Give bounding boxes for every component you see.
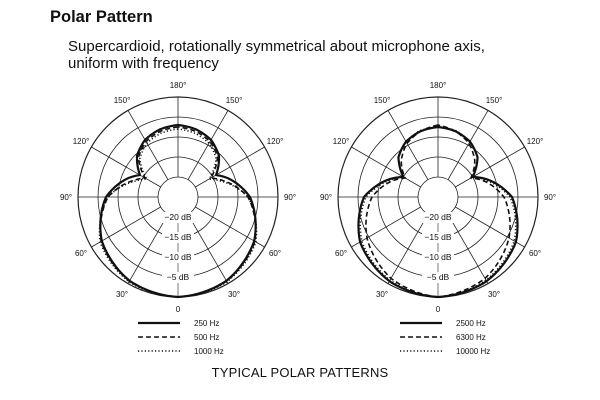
grid-ring — [418, 177, 458, 217]
angle-label: 90° — [283, 193, 297, 202]
angle-label: 60° — [528, 249, 542, 258]
ring-label: −20 dB — [424, 212, 452, 222]
angle-label: 150° — [485, 96, 503, 106]
grid-ring — [158, 177, 198, 217]
angle-label: 30° — [227, 289, 241, 299]
ring-label: −10 dB — [164, 252, 192, 262]
grid-spoke — [128, 110, 168, 179]
grid-spoke — [448, 110, 488, 179]
angle-label: 60° — [268, 249, 282, 258]
ring-label: −5 dB — [426, 272, 450, 282]
ring-label: −15 dB — [164, 232, 192, 242]
legend-label: 1000 Hz — [194, 347, 224, 356]
figure-caption: TYPICAL POLAR PATTERNS — [211, 365, 389, 380]
angle-label: 180° — [429, 81, 447, 90]
description-line-2: uniform with frequency — [68, 55, 219, 72]
page-title: Polar Pattern — [50, 8, 153, 26]
angle-label: 120° — [266, 137, 284, 146]
angle-label: 120° — [526, 137, 544, 146]
angle-label: 120° — [332, 137, 350, 146]
legend-label: 500 Hz — [194, 333, 220, 342]
legend-label: 10000 Hz — [456, 347, 491, 356]
ring-label: −20 dB — [164, 212, 192, 222]
angle-label: 90° — [59, 193, 73, 202]
grid-spoke — [91, 147, 160, 187]
angle-label: 0 — [175, 305, 181, 314]
angle-label: 90° — [543, 193, 557, 202]
angle-label: 120° — [72, 137, 90, 146]
angle-label: 150° — [113, 96, 131, 106]
legend-label: 6300 Hz — [456, 333, 486, 342]
grid-spoke — [188, 110, 228, 179]
grid-spoke — [195, 147, 264, 187]
ring-label: −15 dB — [424, 232, 452, 242]
grid-spoke — [388, 110, 428, 179]
polar-chart-2 — [320, 81, 556, 356]
angle-label: 0 — [435, 305, 441, 314]
ring-label: −10 dB — [424, 252, 452, 262]
angle-label: 30° — [115, 289, 129, 299]
angle-label: 150° — [225, 96, 243, 106]
angle-label: 180° — [169, 81, 187, 90]
polar-chart-1 — [60, 81, 296, 356]
angle-label: 30° — [375, 289, 389, 299]
angle-label: 150° — [373, 96, 391, 106]
grid-spoke — [351, 207, 420, 247]
ring-label: −5 dB — [166, 272, 190, 282]
legend-label: 2500 Hz — [456, 319, 486, 328]
angle-label: 60° — [74, 249, 88, 258]
description-line-1: Supercardioid, rotationally symmetrical about microphone axis, — [68, 38, 485, 55]
legend-label: 250 Hz — [194, 319, 220, 328]
angle-label: 30° — [487, 289, 501, 299]
angle-label: 90° — [319, 193, 333, 202]
angle-label: 60° — [334, 249, 348, 258]
